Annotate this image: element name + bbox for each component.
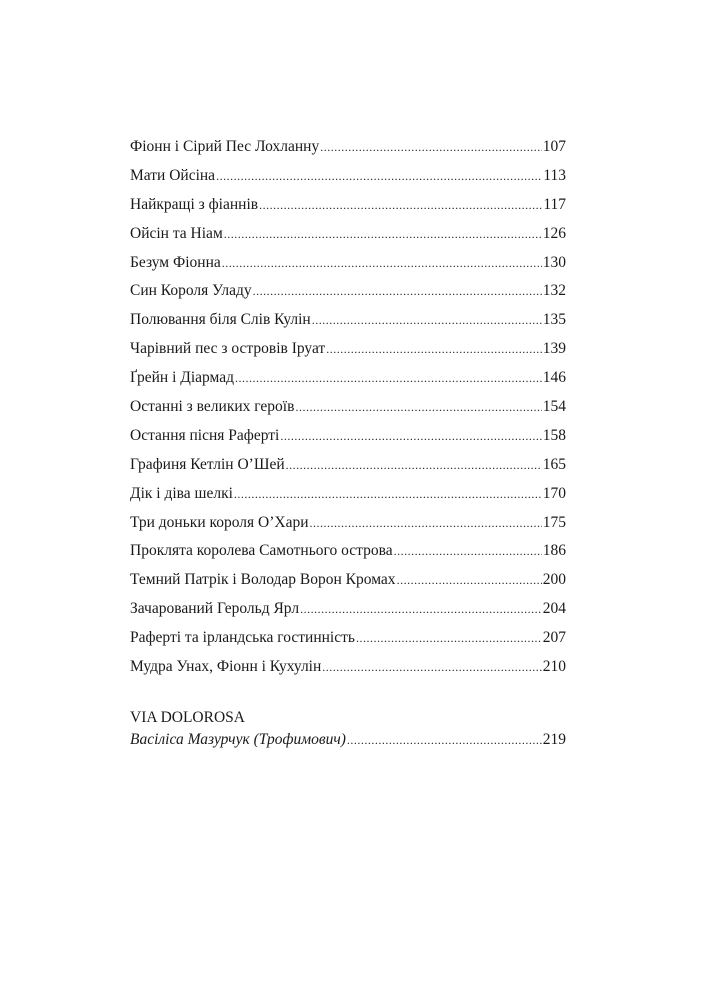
appendix-page: 219 — [542, 731, 566, 748]
toc-entry-title: Раферті та ірландська гостинність — [130, 629, 355, 647]
appendix-author: Васіліса Мазурчук (Трофимович) — [130, 731, 346, 748]
toc-entry — [130, 191, 566, 220]
toc-dot-leader — [253, 277, 542, 306]
toc-entry — [130, 220, 566, 249]
toc-entry-page: 113 — [543, 166, 566, 184]
toc-entry — [130, 306, 566, 335]
appendix-section — [130, 707, 566, 751]
toc-entry-page: 175 — [542, 513, 566, 531]
toc-entry — [130, 509, 566, 538]
toc-dot-leader — [280, 422, 541, 451]
toc-entry — [130, 335, 566, 364]
toc-dot-leader — [326, 335, 542, 364]
toc-dot-leader — [295, 393, 541, 422]
toc-entry — [130, 537, 566, 566]
toc-dot-leader — [224, 220, 542, 249]
toc-entry-title: Полювання біля Слів Кулін — [130, 311, 311, 329]
toc-entry-title: Мудра Унах, Фіонн і Кухулін — [130, 658, 322, 676]
toc-entry-page: 154 — [542, 398, 566, 416]
toc-entry-title: Останні з великих героїв — [130, 398, 295, 416]
toc-entry-page: 165 — [542, 455, 566, 473]
toc-dot-leader — [397, 566, 542, 595]
toc-dot-leader — [234, 480, 542, 509]
toc-entry — [130, 422, 566, 451]
toc-entry-title: Найкращі з фіаннів — [130, 195, 259, 213]
toc-entry-title: Остання пісня Раферті — [130, 426, 280, 444]
toc-entry-title: Зачарований Герольд Ярл — [130, 600, 300, 618]
toc-entry-page: 170 — [542, 484, 566, 502]
toc-dot-leader — [259, 191, 542, 220]
toc-entry-title: Темний Патрік і Володар Ворон Кромах — [130, 571, 396, 589]
toc-dot-leader — [286, 451, 542, 480]
toc-dot-leader — [394, 537, 542, 566]
toc-entry-title: Проклята королева Самотнього острова — [130, 542, 393, 560]
toc-dot-leader — [300, 595, 542, 624]
toc-entry-page: 186 — [542, 542, 566, 560]
toc-dot-leader — [312, 306, 542, 335]
toc-entry — [130, 566, 566, 595]
toc-entry-page: 117 — [543, 195, 566, 213]
toc-dot-leader — [320, 133, 542, 162]
toc-dot-leader — [322, 653, 541, 682]
toc-dot-leader — [356, 624, 542, 653]
toc-entry-page: 107 — [542, 138, 566, 155]
toc-entry — [130, 480, 566, 509]
toc-entry — [130, 364, 566, 393]
toc-dot-leader — [216, 162, 542, 191]
toc-entry-page: 210 — [542, 658, 566, 676]
toc-entry-title: Дік і діва шелкі — [130, 484, 233, 502]
appendix-entry — [130, 729, 566, 751]
toc-entry — [130, 133, 566, 162]
toc-entry — [130, 451, 566, 480]
toc-entry — [130, 249, 566, 278]
toc-entry-title: Графиня Кетлін О’Шей — [130, 455, 285, 473]
appendix-title: VIA DOLOROSA — [130, 709, 245, 726]
toc-entry — [130, 653, 566, 682]
toc-entry-title: Безум Фіонна — [130, 253, 221, 271]
toc-entry-title: Мати Ойсіна — [130, 166, 216, 184]
toc-dot-leader — [310, 509, 542, 538]
table-of-contents — [130, 133, 566, 682]
toc-entry-title: Чарівний пес з островів Іруат — [130, 340, 326, 358]
toc-dot-leader — [235, 364, 542, 393]
toc-entry-title: Фіонн і Сірий Пес Лохланну — [130, 138, 320, 155]
toc-dot-leader — [347, 729, 542, 751]
toc-entry-page: 126 — [542, 224, 566, 242]
toc-entry-page: 130 — [542, 253, 566, 271]
toc-entry — [130, 624, 566, 653]
toc-entry — [130, 277, 566, 306]
toc-entry-title: Ґрейн і Діармад — [130, 369, 234, 387]
toc-entry-page: 139 — [542, 340, 566, 358]
toc-entry — [130, 393, 566, 422]
toc-dot-leader — [222, 249, 542, 278]
toc-entry-title: Ойсін та Ніам — [130, 224, 223, 242]
toc-entry-page: 207 — [542, 629, 566, 647]
toc-entry — [130, 162, 566, 191]
toc-entry-page: 146 — [542, 369, 566, 387]
toc-entry-page: 158 — [542, 426, 566, 444]
toc-entry-page: 135 — [542, 311, 566, 329]
toc-entry-page: 200 — [542, 571, 566, 589]
toc-entry-title: Три доньки короля О’Хари — [130, 513, 309, 531]
toc-entry-page: 132 — [542, 282, 566, 300]
toc-entry-title: Син Короля Уладу — [130, 282, 252, 300]
toc-entry-page: 204 — [542, 600, 566, 618]
toc-entry — [130, 595, 566, 624]
